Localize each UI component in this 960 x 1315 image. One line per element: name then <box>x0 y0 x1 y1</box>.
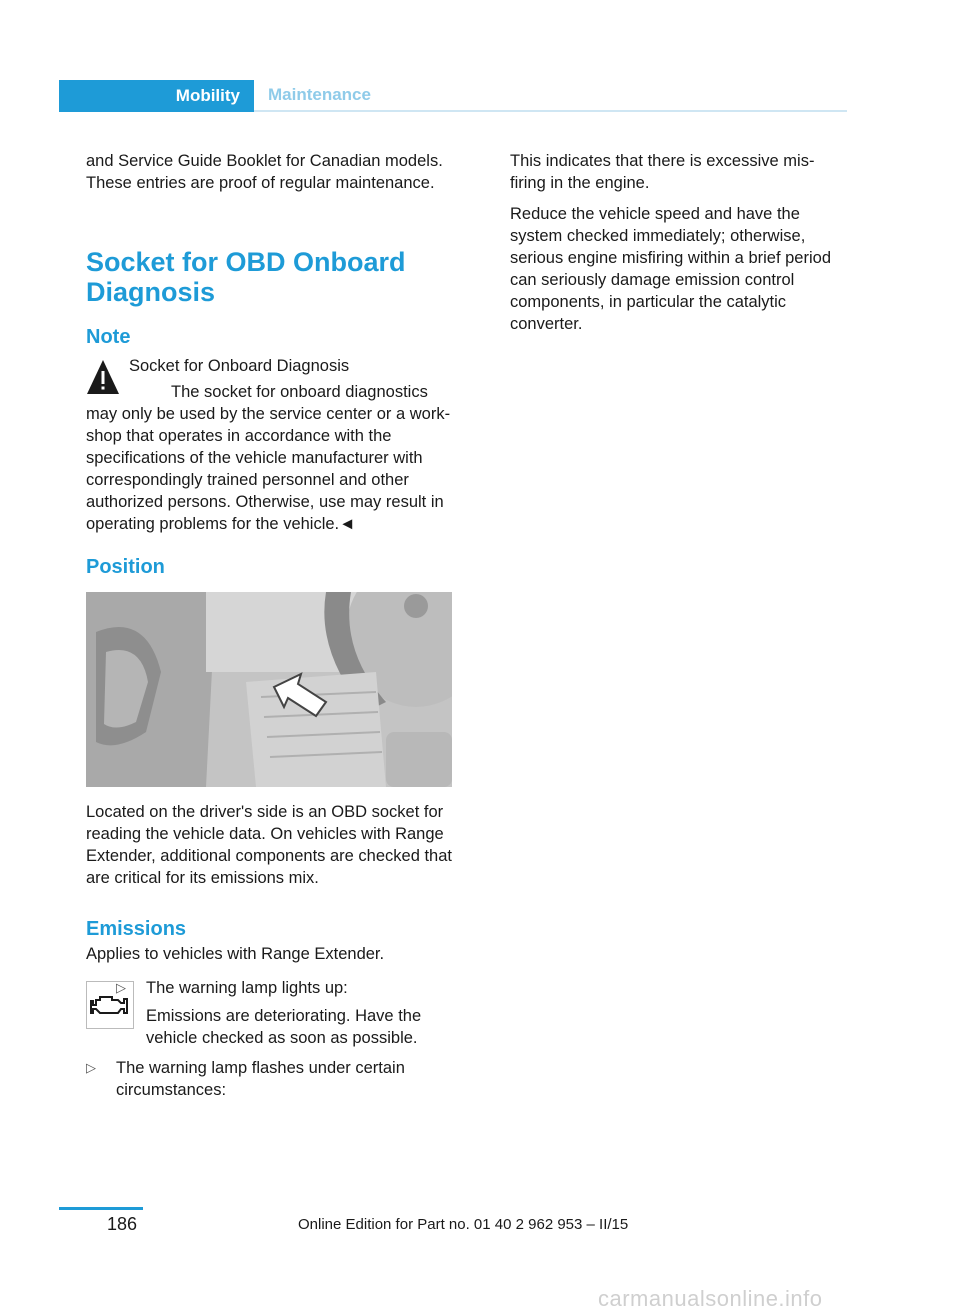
warning-lamp-row <box>86 977 454 1049</box>
tab-maintenance[interactable]: Maintenance <box>254 80 847 112</box>
position-text: Located on the driver's side is an OBD socket for reading the vehicle data. On vehicles with Range Extender, additional components are checked that are critical for its emissions mix. <box>86 803 452 887</box>
warning-triangle-icon <box>86 357 120 397</box>
bullet2-text: The warning lamp flashes under certain circumstances: <box>116 1059 405 1099</box>
bullet1-text: The warning lamp lights up: <box>146 979 348 997</box>
right-column <box>510 150 842 344</box>
obd-illustration <box>86 592 452 787</box>
right-paragraph-2: Reduce the vehicle speed and have the system checked immediately; otherwise, serious engine misfiring within a brief period can seriously damage emission control components, in particular the catalytic converter. <box>510 205 831 333</box>
note-title: Socket for Onboard Diagnosis <box>129 357 350 375</box>
list-item <box>116 977 454 1049</box>
footer-rule <box>59 1207 143 1210</box>
watermark: carmanualsonline.info <box>598 1286 823 1311</box>
bullet1-detail: Emissions are deteriorating. Have the vehicle checked as soon as possible. <box>146 1007 422 1047</box>
emissions-text: Applies to vehicles with Range Extender. <box>86 945 385 963</box>
triangle-bullet-icon: ▷ <box>86 1060 96 1075</box>
right-paragraph-1: This indicates that there is excessive misfiring in the engine. <box>510 152 815 192</box>
position-heading: Position <box>86 556 165 578</box>
section-title: Socket for OBD Onboard Diagnosis <box>86 247 406 307</box>
flash-bullets <box>86 1057 454 1101</box>
lamp-bullets <box>116 977 454 1049</box>
edition-text: Online Edition for Part no. 01 40 2 962 953 – II/15 <box>298 1216 629 1233</box>
list-item <box>86 1057 454 1101</box>
emissions-heading: Emissions <box>86 918 187 940</box>
note-body <box>86 381 454 535</box>
note-heading: Note <box>86 326 131 348</box>
note-block <box>86 355 454 535</box>
left-column <box>86 150 454 1109</box>
header-tabs <box>59 80 847 112</box>
page-number: 186 <box>107 1214 138 1234</box>
note-body-text: The socket for onboard diagnostics may only be used by the service center or a workshop that operates in accordance with the specifications of the vehicle manufacturer with correspondingly trained personnel and other authorized persons. Otherwise, use may result in operating problems for the vehicle.◄ <box>86 383 451 533</box>
obd-socket-figure <box>86 592 452 787</box>
tab-mobility[interactable]: Mobility <box>59 80 254 112</box>
triangle-bullet-icon: ▷ <box>116 980 126 995</box>
intro-paragraph: and Service Guide Booklet for Canadian models. These entries are proof of regular maintenance. <box>86 152 443 192</box>
